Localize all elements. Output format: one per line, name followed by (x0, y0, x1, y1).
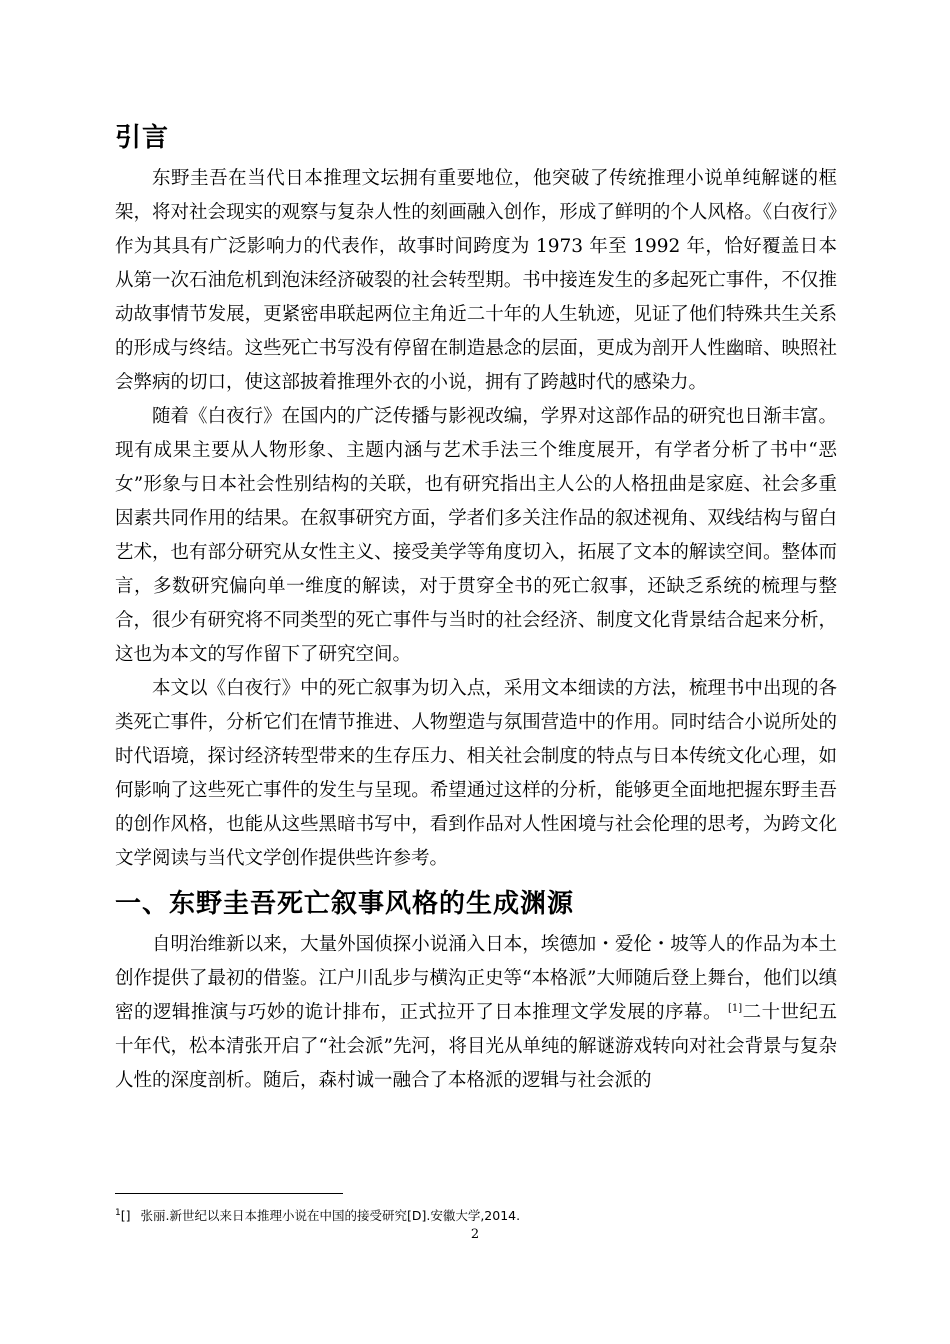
chapter-1-paragraph-text-a: 自明治维新以来，大量外国侦探小说涌入日本，埃德加・爱伦・坡等人的作品为本土创作提供了最初的借鉴。江户川乱步与横沟正史等“本格派”大师随后登上舞台，他们以缜密的逻辑推演与巧妙的诡计排布，正式拉开了日本推理文学发展的序幕。 (115, 934, 837, 1023)
page-number: 2 (470, 1227, 480, 1242)
footnote-reference-mark[interactable]: [1] (727, 1002, 743, 1014)
section-heading-chapter-1: 一、东野圭吾死亡叙事风格的生成渊源 (115, 889, 575, 919)
footnote-separator (115, 1193, 343, 1194)
intro-paragraph-3: 本文以《白夜行》中的死亡叙事为切入点，采用文本细读的方法，梳理书中出现的各类死亡事件，分析它们在情节推进、人物塑造与氛围营造中的作用。同时结合小说所处的时代语境，探讨经济转型带来的生存压力、相关社会制度的特点与日本传统文化心理，如何影响了这些死亡事件的发生与呈现。希望通过这样的分析，能够更全面地把握东野圭吾的创作风格，也能从这些黑暗书写中，看到作品对人性困境与社会伦理的思考，为跨文化文学阅读与当代文学创作提供些许参考。 (115, 678, 837, 869)
footnote (115, 1206, 520, 1224)
footnote-number: 1 (115, 1207, 121, 1218)
chapter-1-paragraph-text-b: 二十世纪五十年代，松本清张开启了“社会派”先河，将目光从单纯的解谜游戏转向对社会背景与复杂人性的深度剖析。随后，森村诚一融合了本格派的逻辑与社会派的 (115, 1002, 837, 1091)
body-content (115, 120, 837, 1098)
footnote-bracket: [] (120, 1208, 131, 1223)
intro-paragraph-2: 随着《白夜行》在国内的广泛传播与影视改编，学界对这部作品的研究也日渐丰富。现有成果主要从人物形象、主题内涵与艺术手法三个维度展开，有学者分析了书中“恶女”形象与日本社会性别结构的关联，也有研究指出主人公的人格扭曲是家庭、社会多重因素共同作用的结果。在叙事研究方面，学者们多关注作品的叙述视角、双线结构与留白艺术，也有部分研究从女性主义、接受美学等角度切入，拓展了文本的解读空间。整体而言，多数研究偏向单一维度的解读，对于贯穿全书的死亡叙事，还缺乏系统的梳理与整合，很少有研究将不同类型的死亡事件与当时的社会经济、制度文化背景结合起来分析，这也为本文的写作留下了研究空间。 (115, 406, 837, 665)
chapter-1-paragraph-1 (115, 928, 837, 1098)
intro-paragraph-1: 东野圭吾在当代日本推理文坛拥有重要地位，他突破了传统推理小说单纯解谜的框架，将对社会现实的观察与复杂人性的刻画融入创作，形成了鲜明的个人风格。《白夜行》作为其具有广泛影响力的代表作，故事时间跨度为 1973 年至 1992 年，恰好覆盖日本从第一次石油危机到泡沫经济破裂的社会转型期。书中接连发生的多起死亡事件，不仅推动故事情节发展，更紧密串联起两位主角近二十年的人生轨迹，见证了他们特殊共生关系的形成与终结。这些死亡书写没有停留在制造悬念的层面，更成为剖开人性幽暗、映照社会弊病的切口，使这部披着推理外衣的小说，拥有了跨越时代的感染力。 (115, 168, 837, 393)
section-heading-introduction: 引言 (115, 123, 170, 153)
footnote-text: 张丽.新世纪以来日本推理小说在中国的接受研究[D].安徽大学,2014. (140, 1208, 521, 1223)
